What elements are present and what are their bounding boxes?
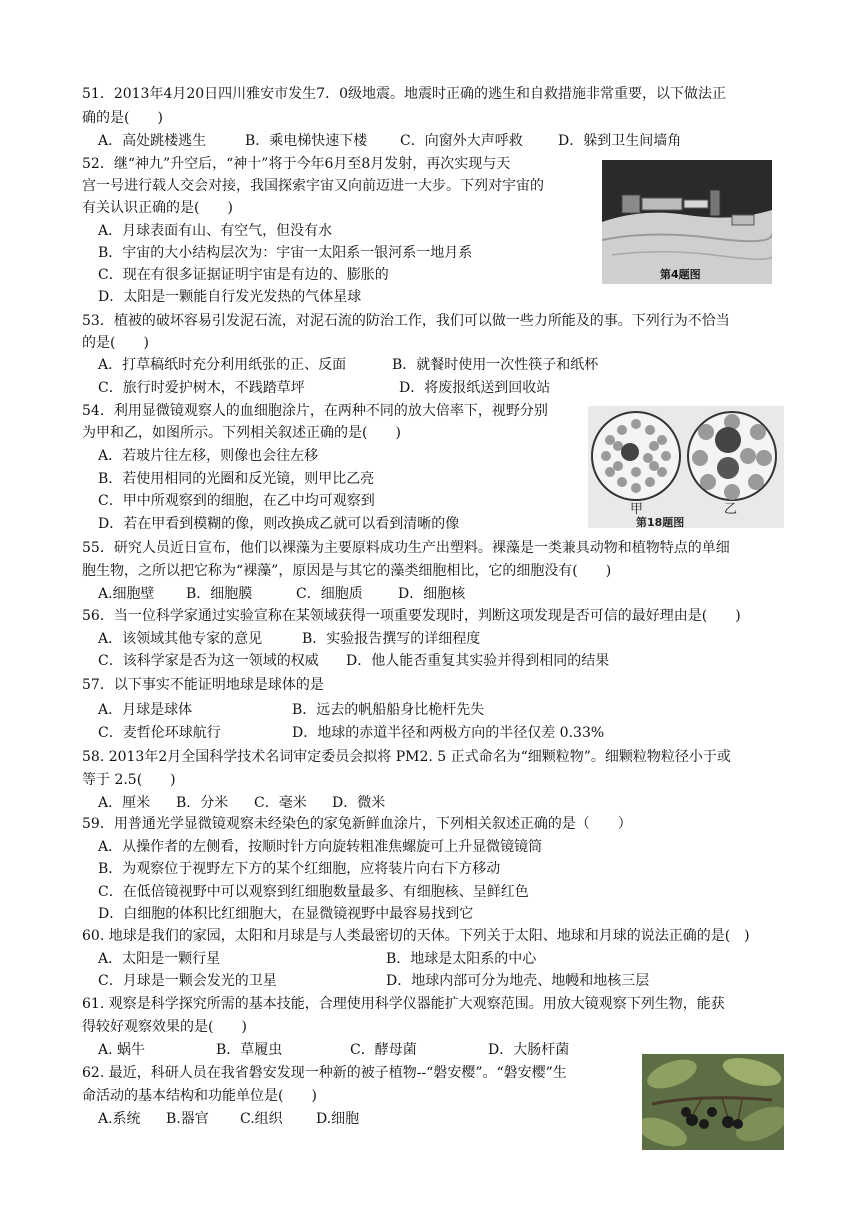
q62-line-2: 命活动的基本结构和功能单位是( ) — [82, 1088, 317, 1104]
q52-option-d: D．太阳是一颗能自行发光发热的气体星球 — [98, 289, 362, 305]
q55-option-c: C．细胞质 — [296, 586, 363, 602]
q57-line-1: 57．以下事实不能证明地球是球体的是 — [82, 677, 324, 693]
q62-option-d: D.细胞 — [316, 1111, 360, 1127]
q56-option-c: C．该科学家是否为这一领域的权威 — [98, 653, 319, 669]
q58-option-c: C．毫米 — [254, 795, 307, 811]
figure-label-jia: 甲 — [630, 502, 644, 517]
q51-option-a: A．高处跳楼逃生 — [98, 133, 207, 149]
q51-line-2: 确的是( ) — [82, 110, 163, 126]
q61-line-2: 得较好观察效果的是( ) — [82, 1019, 247, 1035]
q62-option-b: B.器官 — [166, 1111, 209, 1127]
q57-option-b: B．远去的帆船船身比桅杆先失 — [292, 702, 485, 718]
q62-line-1: 62. 最近，科研人员在我省磐安发现一种新的被子植物--“磐安樱”。“磐安樱”生 — [82, 1065, 567, 1081]
q55-line-1: 55．研究人员近日宣布，他们以裸藻为主要原料成功生产出塑料。裸藻是一类兼具动物和植物特点的单细 — [82, 540, 730, 556]
q59-line-1: 59．用普通光学显微镜观察未经染色的家兔新鲜血涂片，下列相关叙述正确的是（ ） — [82, 816, 632, 832]
q53-option-d: D．将废报纸送到回收站 — [399, 380, 551, 396]
q52-line-2: 宫一号进行载人交会对接，我国探索宇宙又向前迈进一大步。下列对宇宙的 — [82, 178, 544, 194]
figure-label-yi: 乙 — [724, 502, 738, 517]
q61-option-b: B．草履虫 — [216, 1042, 283, 1058]
q56-option-b: B．实验报告撰写的详细程度 — [302, 631, 481, 647]
q56-line-1: 56．当一位科学家通过实验宣称在某领域获得一项重要发现时，判断这项发现是否可信的最好理由是( ) — [82, 608, 741, 624]
q53-option-b: B．就餐时使用一次性筷子和纸杯 — [392, 357, 599, 373]
q55-option-d: D．细胞核 — [398, 586, 466, 602]
q52-option-a: A．月球表面有山、有空气，但没有水 — [98, 223, 333, 239]
q52-option-b: B．宇宙的大小结构层次为：宇宙一太阳系一银河系一地月系 — [98, 245, 473, 261]
space-photo-caption: 第4题图 — [660, 268, 701, 281]
q59-option-d: D．白细胞的体积比红细胞大，在显微镜视野中最容易找到它 — [98, 906, 474, 922]
q52-line-3: 有关认识正确的是( ) — [82, 200, 233, 216]
q62-option-a: A.系统 — [98, 1111, 141, 1127]
q53-line-1: 53．植被的破坏容易引发泥石流，对泥石流的防治工作，我们可以做一些力所能及的事。下列行为不恰当 — [82, 313, 730, 329]
blood-cell-figure — [588, 406, 784, 528]
q58-option-a: A．厘米 — [98, 795, 151, 811]
q55-option-a: A.细胞壁 — [98, 586, 155, 602]
blood-figure-caption: 第18题图 — [636, 516, 685, 528]
q55-option-b: B．细胞膜 — [186, 586, 253, 602]
q59-option-b: B．为观察位于视野左下方的某个红细胞，应将装片向右下方移动 — [98, 861, 501, 877]
q61-option-c: C．酵母菌 — [350, 1042, 417, 1058]
q60-option-c: C．月球是一颗会发光的卫星 — [98, 973, 277, 989]
q54-option-c: C．甲中所观察到的细胞，在乙中均可观察到 — [98, 493, 375, 509]
q52-option-c: C．现在有很多证据证明宇宙是有边的、膨胀的 — [98, 267, 389, 283]
q61-option-d: D．大肠杆菌 — [488, 1042, 570, 1058]
q58-option-d: D．微米 — [332, 795, 386, 811]
q54-line-1: 54．利用显微镜观察人的血细胞涂片，在两种不同的放大倍率下，视野分别 — [82, 403, 548, 419]
microscope-views-illustration — [588, 406, 784, 528]
q57-option-a: A．月球是球体 — [98, 702, 193, 718]
q55-line-2: 胞生物，之所以把它称为“裸藻”，原因是与其它的藻类细胞相比，它的细胞没有( ) — [82, 563, 612, 579]
cherry-plant-photo — [642, 1054, 784, 1150]
q59-option-a: A．从操作者的左侧看，按顺时针方向旋转粗准焦螺旋可上升显微镜镜筒 — [98, 839, 543, 855]
q53-line-2: 的是( ) — [82, 335, 149, 351]
q51-line-1: 51．2013年4月20日四川雅安市发生7．0级地震。地震时正确的逃生和自救措施非常重要，以下做法正 — [82, 86, 726, 102]
q51-option-c: C．向窗外大声呼救 — [400, 133, 523, 149]
q60-option-d: D．地球内部可分为地壳、地幔和地核三层 — [386, 973, 650, 989]
q57-option-d: D．地球的赤道半径和两极方向的半径仅差 0.33% — [292, 725, 605, 741]
q58-line-1: 58. 2013年2月全国科学技术名词审定委员会拟将 PM2. 5 正式命名为“细颗粒物”。细颗粒物粒径小于或 — [82, 749, 731, 765]
q54-option-d: D．若在甲看到模糊的像，则改换成乙就可以看到清晰的像 — [98, 516, 460, 532]
q61-line-1: 61. 观察是科学探究所需的基本技能，合理使用科学仪器能扩大观察范围。用放大镜观察下列生物，能获 — [82, 996, 725, 1012]
q58-option-b: B．分米 — [176, 795, 229, 811]
q56-option-d: D．他人能否重复其实验并得到相同的结果 — [346, 653, 610, 669]
q53-option-a: A．打草稿纸时充分利用纸张的正、反面 — [98, 357, 347, 373]
q53-option-c: C．旅行时爱护树木，不践踏草坪 — [98, 380, 305, 396]
q60-option-b: B．地球是太阳系的中心 — [386, 951, 537, 967]
q51-option-d: D．躲到卫生间墙角 — [558, 133, 682, 149]
q59-option-c: C．在低倍镜视野中可以观察到红细胞数量最多、有细胞核、呈鲜红色 — [98, 884, 529, 900]
q54-line-2: 为甲和乙，如图所示。下列相关叙述正确的是( ) — [82, 425, 401, 441]
q54-option-a: A．若玻片往左移，则像也会往左移 — [98, 448, 319, 464]
cherry-plant-illustration — [642, 1054, 784, 1150]
q58-line-2: 等于 2.5( ) — [82, 772, 176, 788]
q52-line-1: 52．继“神九”升空后，“神十”将于今年6月至8月发射，再次实现与天 — [82, 156, 511, 172]
q60-option-a: A．太阳是一颗行星 — [98, 951, 221, 967]
q61-option-a: A. 蜗牛 — [98, 1042, 146, 1058]
q51-option-b: B．乘电梯快速下楼 — [245, 133, 368, 149]
q62-option-c: C.组织 — [240, 1111, 283, 1127]
q54-option-b: B．若使用相同的光圈和反光镜，则甲比乙亮 — [98, 471, 375, 487]
q60-line-1: 60. 地球是我们的家园，太阳和月球是与人类最密切的天体。下列关于太阳、地球和月球的说法正确的是( ) — [82, 928, 750, 944]
space-station-photo — [602, 160, 772, 284]
q57-option-c: C．麦哲伦环球航行 — [98, 725, 221, 741]
q56-option-a: A．该领域其他专家的意见 — [98, 631, 263, 647]
